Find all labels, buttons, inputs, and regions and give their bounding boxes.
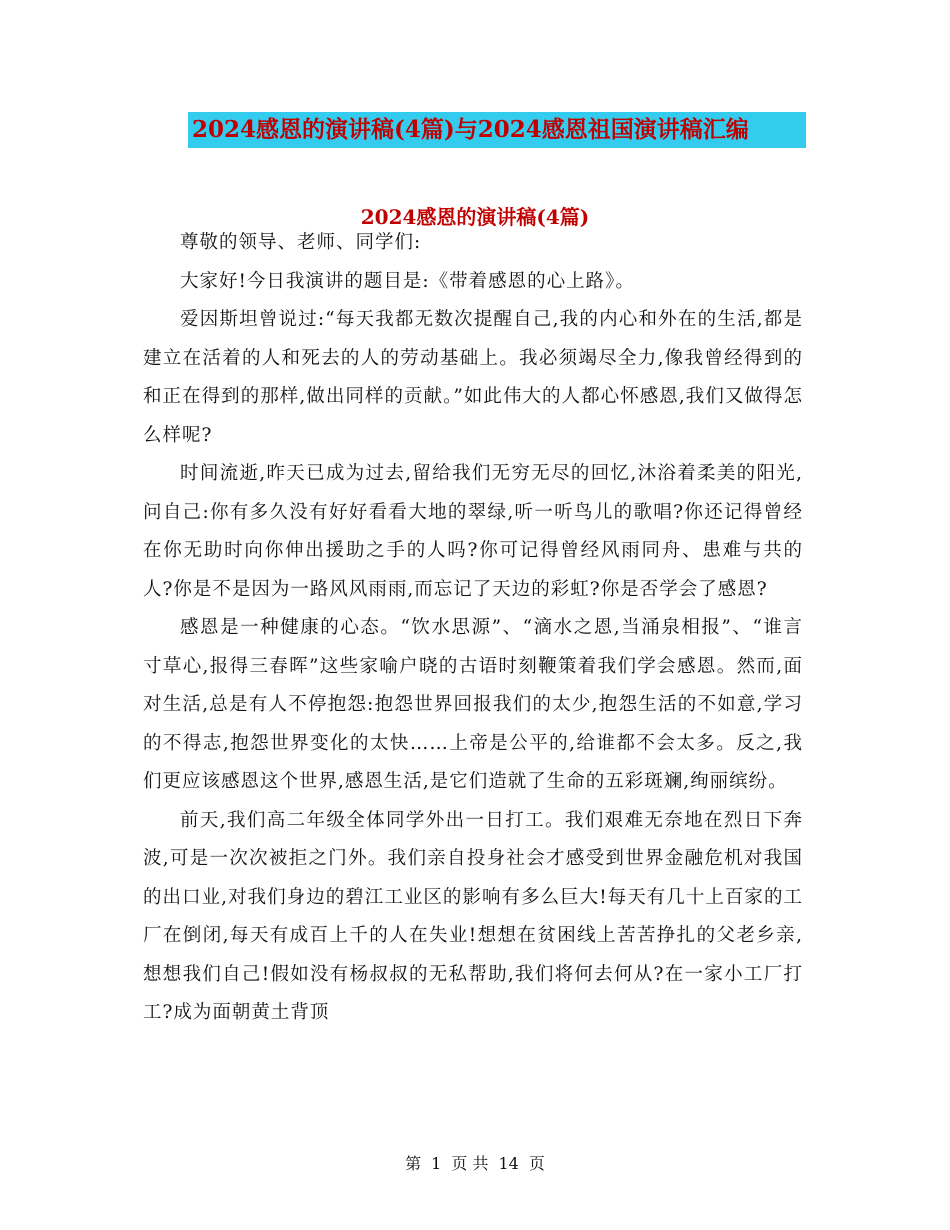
section-title: 2024感恩的演讲稿(4篇) (360, 205, 590, 229)
greeting-paragraph: 大家好!今日我演讲的题目是:《带着感恩的心上路》。 (180, 270, 635, 292)
body-paragraph: 前天,我们高二年级全体同学外出一日打工。我们艰难无奈地在烈日下奔波,可是一次次被拒之门外。我们亲自投身社会才感受到世界金融危机对我国的出口业,对我们身边的碧江工业区的影响有多么巨大!每天有几十上百家的工厂在倒闭,每天有成百上千的人在失业!想想在贫困线上苦苦挣扎的父老乡亲,想想我们自己!假如没有杨叔叔的无私帮助,我们将何去何从?在一家小工厂打工?成为面朝黄土背顶 (143, 809, 803, 1023)
body-paragraph: 时间流逝,昨天已成为过去,留给我们无穷无尽的回忆,沐浴着柔美的阳光,问自己:你有多久没有好好看看大地的翠绿,听一听鸟儿的歌唱?你还记得曾经在你无助时向你伸出援助之手的人吗?你可记得曾经风雨同舟、患难与共的人?你是不是因为一路风风雨雨,而忘记了天边的彩虹?你是否学会了感恩? (143, 463, 803, 600)
page-prefix: 第 (405, 1154, 422, 1173)
document-title: 2024感恩的演讲稿(4篇)与2024感恩祖国演讲稿汇编 (188, 112, 806, 148)
salutation-paragraph: 尊敬的领导、老师、同学们: (180, 232, 422, 253)
document-body (143, 224, 803, 1033)
page-footer (0, 1152, 950, 1176)
body-paragraph: 爱因斯坦曾说过:“每天我都无数次提醒自己,我的内心和外在的生活,都是建立在活着的人和死去的人的劳动基础上。我必须竭尽全力,像我曾经得到的和正在得到的那样,做出同样的贡献。”如此伟大的人都心怀感恩,我们又做得怎么样呢? (143, 309, 803, 446)
body-paragraph: 感恩是一种健康的心态。“饮水思源”、“滴水之恩,当涌泉相报”、“谁言寸草心,报得三春晖”这些家喻户晓的古语时刻鞭策着我们学会感恩。然而,面对生活,总是有人不停抱怨:抱怨世界回报我们的太少,抱怨生活的不如意,学习的不得志,抱怨世界变化的太快……上帝是公平的,给谁都不会太多。反之,我们更应该感恩这个世界,感恩生活,是它们造就了生命的五彩斑斓,绚丽缤纷。 (143, 617, 803, 792)
page-suffix: 页 (528, 1154, 545, 1173)
page-mid: 页 共 (451, 1154, 489, 1173)
page-number: 1 (431, 1154, 442, 1173)
page-total: 14 (498, 1154, 519, 1173)
